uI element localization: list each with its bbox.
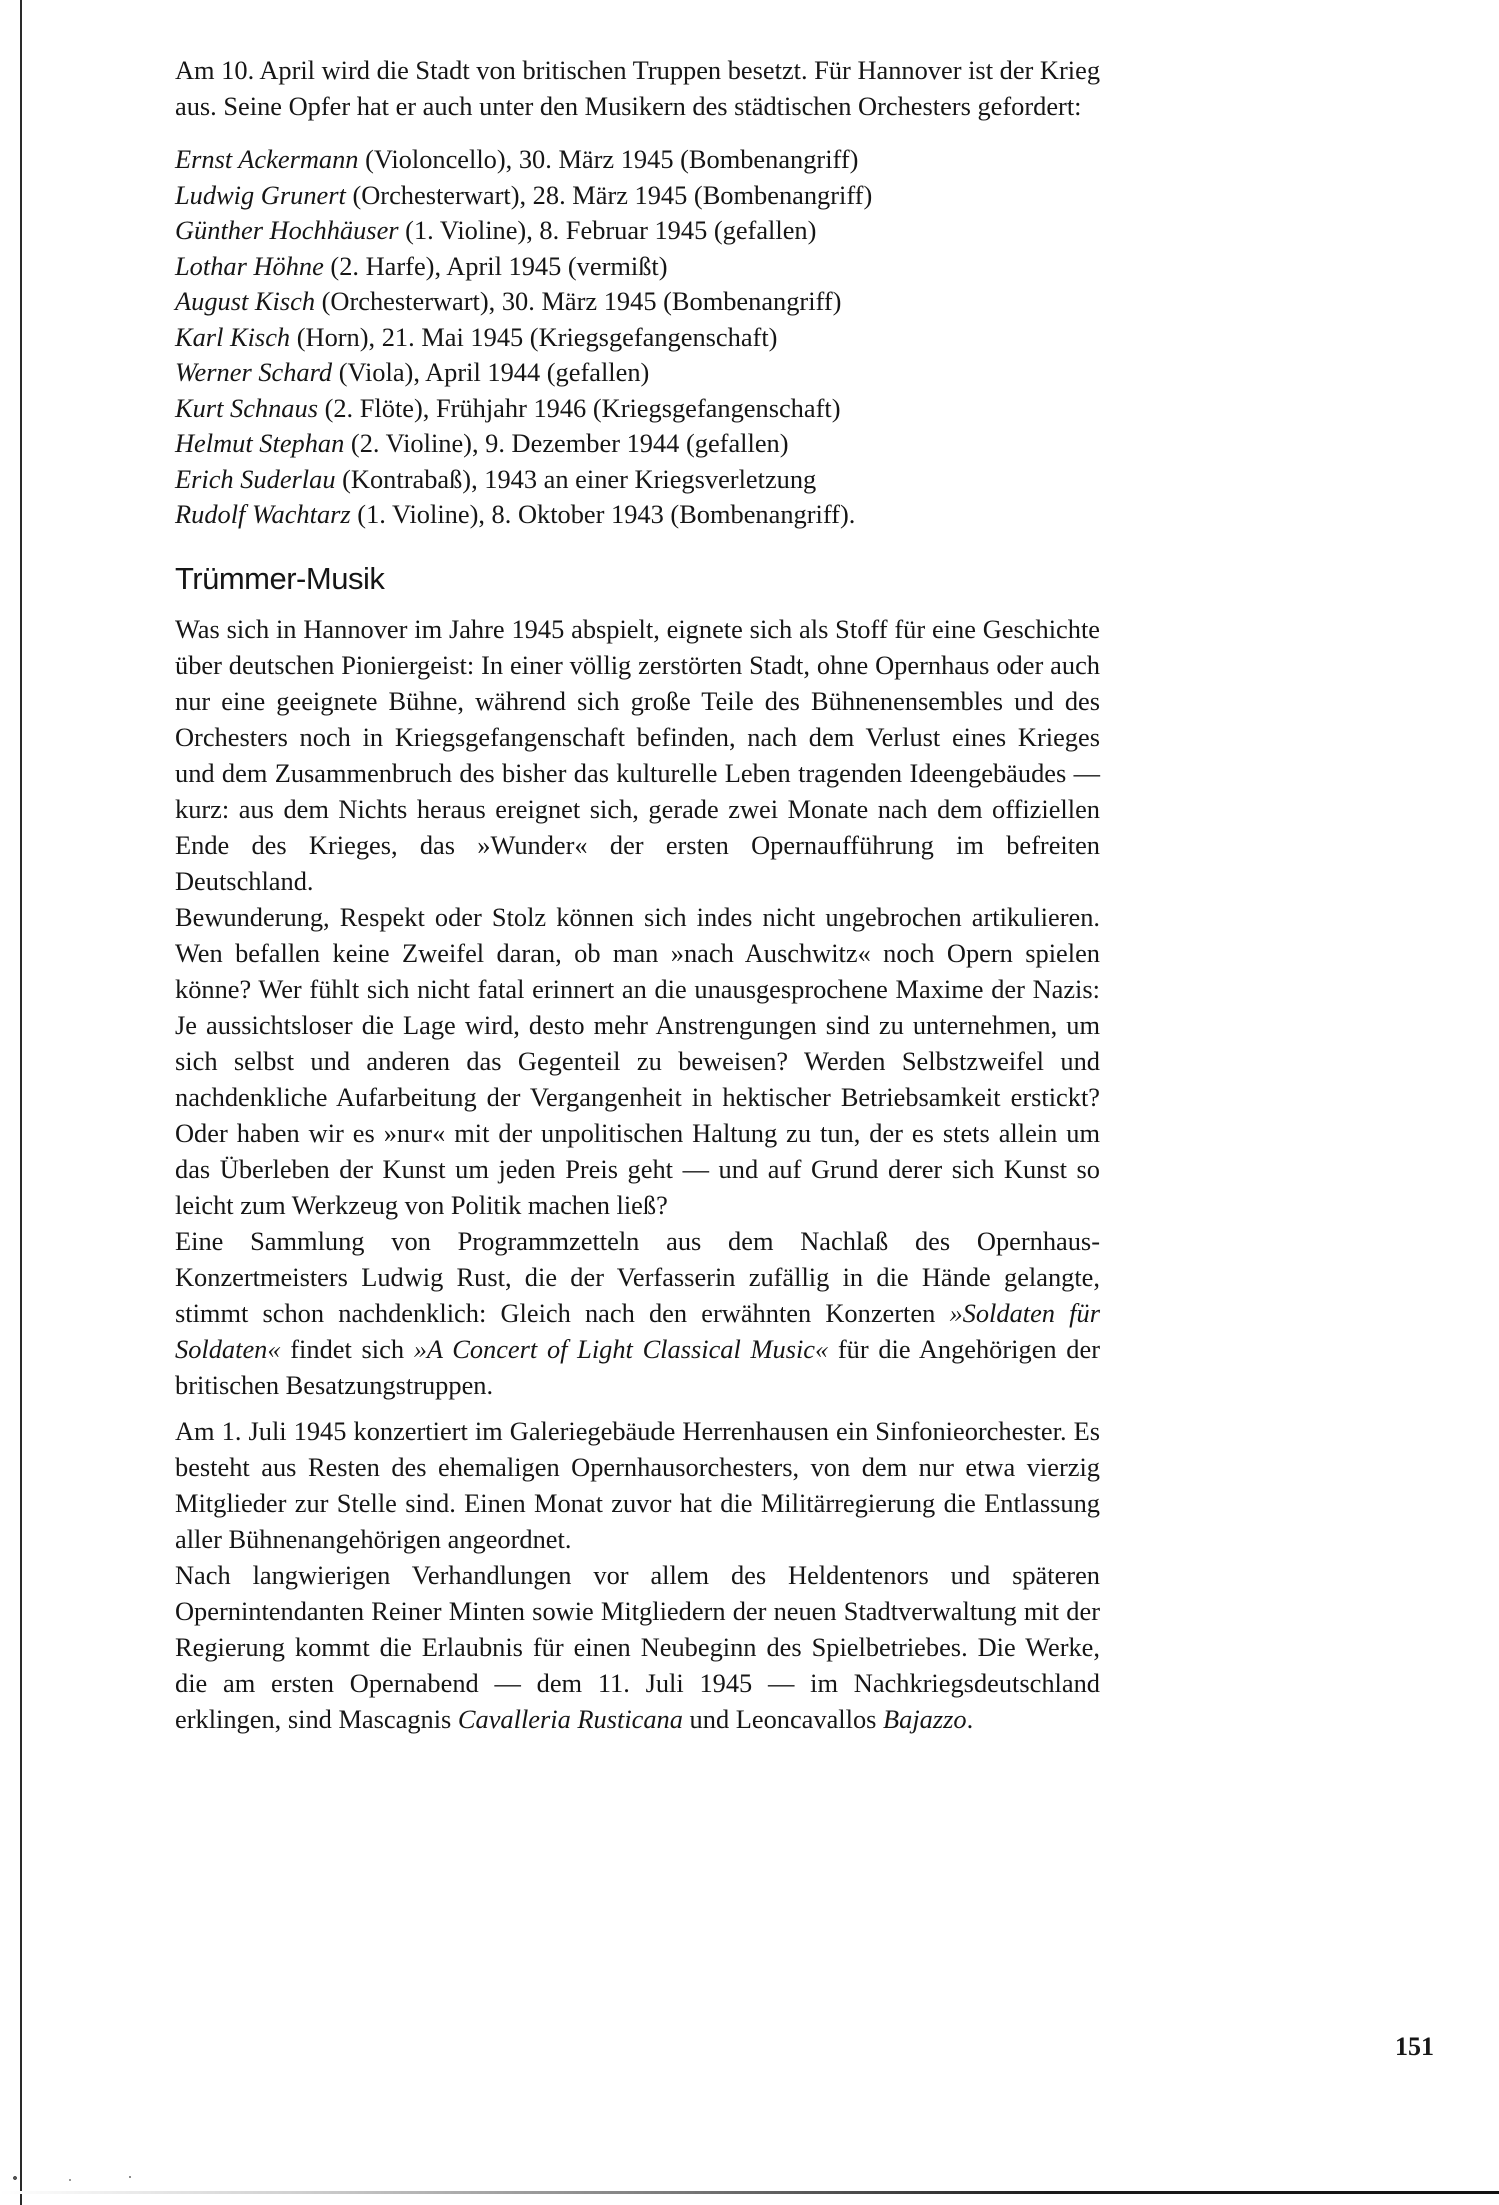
casualty-name: Erich Suderlau [175,463,336,494]
body-paragraph-3 [175,1223,1100,1403]
opera-title-2: Bajazzo [883,1703,967,1734]
intro-paragraph: Am 10. April wird die Stadt von britischen Truppen besetzt. Für Hannover ist der Krieg aus. Seine Opfer hat er auch unter den Musikern des städtischen Orchesters gefordert: [175,55,1101,121]
paragraph-text: Eine Sammlung von Programmzetteln aus dem Nachlaß des Opernhaus-Konzertmeisters Ludwig Rust, die der Verfasserin zufällig in die Hände gelangte, stimmt schon nachdenklich: Gleich nach den erwähnten Konzerten [175,1225,1100,1328]
casualty-detail: (2. Harfe), April 1945 (vermißt) [323,250,668,281]
casualty-detail: (Orchesterwart), 30. März 1945 (Bombenangriff) [315,286,842,316]
scan-specks [0,2172,260,2184]
body-paragraph-1: Was sich in Hannover im Jahre 1945 abspielt, eignete sich als Stoff für eine Geschichte über deutschen Pioniergeist: In einer völlig zerstörten Stadt, ohne Opernhaus oder auch nur eine geeignete Bühne, während sich große Teile des Bühnenensembles und des Orchesters noch in Kriegsgefangenschaft befinden, nach dem Verlust eines Krieges und dem Zusammenbruch des bisher das kulturelle Leben tragenden Ideengebäudes — kurz: aus dem Nichts heraus ereignet sich, gerade zwei Monate nach dem offiziellen Ende des Krieges, das »Wunder« der ersten Opernaufführung im befreiten Deutschland. [175,613,1100,896]
casualty-name: Ludwig Grunert [175,179,346,210]
casualty-name: Günther Hochhäuser [175,215,399,245]
casualty-item [175,497,1100,533]
concert-title-2: »A Concert of Light Classical Music« [413,1333,829,1364]
paragraph-text: . [966,1703,974,1734]
casualty-name: Karl Kisch [175,321,291,352]
casualty-name: Rudolf Wachtarz [175,499,351,529]
casualty-item [175,320,1100,356]
casualty-detail: (Kontrabaß), 1943 an einer Kriegsverletzung [335,463,817,494]
body-paragraph-5 [175,1557,1100,1737]
casualty-detail: (1. Violine), 8. Oktober 1943 (Bombenangriff). [350,499,856,529]
section-heading: Trümmer-Musik [175,560,385,596]
casualty-item [175,284,1100,320]
casualty-detail: (Viola), April 1944 (gefallen) [332,357,650,387]
page-number: 151 [1395,2032,1434,2061]
casualty-detail: (2. Violine), 9. Dezember 1944 (gefallen) [344,428,789,458]
casualty-name: Kurt Schnaus [175,392,318,423]
casualty-detail: (Horn), 21. Mai 1945 (Kriegsgefangenschaft) [290,321,778,352]
body-paragraph-4: Am 1. Juli 1945 konzertiert im Galeriegebäude Herrenhausen ein Sinfonieorchester. Es besteht aus Resten des ehemaligen Opernhausorchesters, von dem nur etwa vierzig Mitglieder zur Stelle sind. Einen Monat zuvor hat die Militärregierung die Entlassung aller Bühnenangehörigen angeordnet. [175,1415,1100,1554]
casualty-item [175,249,1100,285]
casualty-list [175,142,1100,533]
scan-edge-left [20,0,22,2205]
paragraph-text: für die Angehörigen der britischen Besatzungstruppen. [175,1333,1100,1400]
casualty-item [175,142,1100,178]
casualty-item [175,178,1100,214]
paragraph-text: und Leoncavallos [682,1703,884,1734]
casualty-item [175,426,1100,462]
paragraph-text: findet sich [280,1333,414,1364]
concert-title-1: »Soldaten für Soldaten« [175,1297,1100,1364]
casualty-detail: (2. Flöte), Frühjahr 1946 (Kriegsgefangenschaft) [317,392,841,423]
opera-title-1: Cavalleria Rusticana [457,1703,683,1734]
casualty-name: Ernst Ackermann [175,144,359,174]
casualty-name: Werner Schard [175,357,333,387]
body-paragraph-2: Bewunderung, Respekt oder Stolz können sich indes nicht ungebrochen artikulieren. Wen befallen keine Zweifel daran, ob man »nach Auschwitz« noch Opern spielen könne? Wer fühlt sich nicht fatal erinnert an die unausgesprochene Maxime der Nazis: Je aussichtsloser die Lage wird, desto mehr Anstrengungen sind zu unternehmen, um sich selbst und anderen das Gegenteil zu beweisen? Werden Selbstzweifel und nachdenkliche Aufarbeitung der Vergangenheit in hektischer Betriebsamkeit erstickt? Oder haben wir es »nur« mit der unpolitischen Haltung zu tun, der es stets allein um das Überleben der Kunst um jeden Preis geht — und auf Grund derer sich Kunst so leicht zum Werkzeug von Politik machen ließ? [175,901,1100,1220]
casualty-name: August Kisch [175,286,316,316]
casualty-item [175,391,1100,427]
book-page [175,52,1100,1737]
casualty-name: Lothar Höhne [175,250,324,281]
casualty-detail: (1. Violine), 8. Februar 1945 (gefallen) [398,215,817,245]
casualty-item [175,462,1100,498]
casualty-name: Helmut Stephan [175,428,345,458]
casualty-item [175,355,1100,391]
casualty-item [175,213,1100,249]
casualty-detail: (Orchesterwart), 28. März 1945 (Bombenangriff) [345,179,873,210]
scan-edge-bottom [0,2191,1499,2194]
paragraph-text: Nach langwierigen Verhandlungen vor allem des Heldentenors und späteren Opernintendanten Reiner Minten sowie Mitgliedern der neuen Stadtverwaltung mit der Regierung kommt die Erlaubnis für einen Neubeginn des Spielbetriebes. Die Werke, die am ersten Opernabend — dem 11. Juli 1945 — im Nachkriegsdeutschland erklingen, sind Mascagnis [175,1559,1100,1734]
casualty-detail: (Violoncello), 30. März 1945 (Bombenangriff) [358,144,859,174]
